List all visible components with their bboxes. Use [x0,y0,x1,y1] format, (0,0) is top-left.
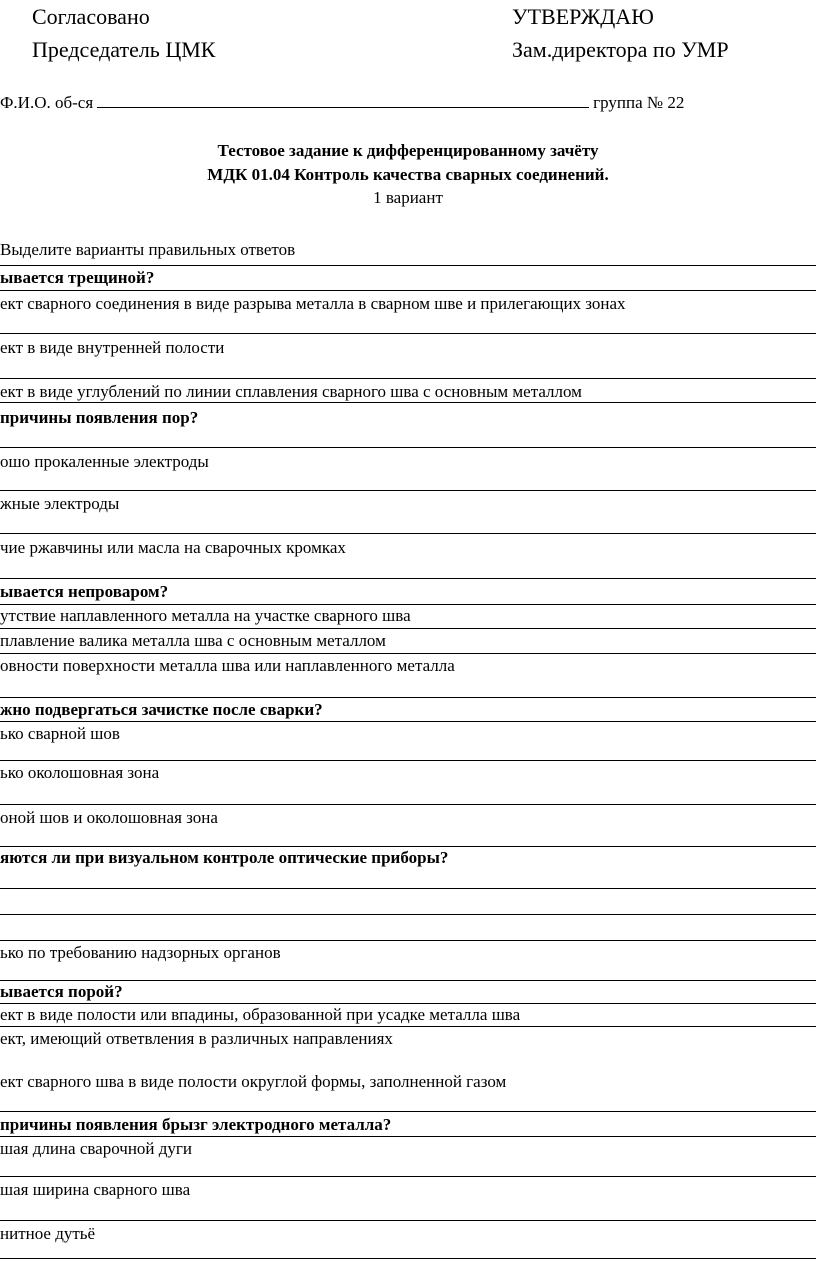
fio-blank[interactable] [97,91,589,108]
rule [0,1003,816,1004]
approval-right-title: УТВЕРЖДАЮ [512,4,654,29]
rule [0,697,816,698]
answer-4-3[interactable]: оной шов и околошовная зона [0,808,218,827]
answer-7-1[interactable]: шая длина сварочной дуги [0,1139,192,1158]
course-title: МДК 01.04 Контроль качества сварных соединений. [207,165,609,184]
question-7: причины появления брызг электродного металла? [0,1115,392,1134]
answer-1-1[interactable]: ект сварного соединения в виде разрыва металла в сварном шве и прилегающих зонах [0,294,626,313]
answer-3-2[interactable]: плавление валика металла шва с основным металлом [0,631,386,650]
rule [0,721,816,722]
rule [0,1258,816,1259]
approval-left-role: Председатель ЦМК [32,37,216,62]
answer-5-3[interactable]: ько по требованию надзорных органов [0,943,281,962]
question-5: яются ли при визуальном контроле оптические приборы? [0,848,449,867]
rule [0,940,816,941]
rule [0,1026,816,1027]
answer-7-2[interactable]: шая ширина сварного шва [0,1180,191,1199]
rule [0,333,816,334]
rule [0,1220,816,1221]
rule [0,490,816,491]
rule [0,888,816,889]
rule [0,378,816,379]
rule [0,1111,816,1112]
answer-7-3[interactable]: нитное дутьё [0,1224,96,1243]
question-6: ывается порой? [0,982,123,1001]
variant-label: 1 вариант [373,188,443,207]
question-2: причины появления пор? [0,408,199,427]
rule [0,653,816,654]
rule [0,578,816,579]
question-4: жно подвергаться зачистке после сварки? [0,700,323,719]
answer-6-2[interactable]: ект, имеющий ответвления в различных направлениях [0,1029,393,1048]
answer-6-3[interactable]: ект сварного шва в виде полости округлой формы, заполненной газом [0,1072,507,1091]
rule [0,804,816,805]
rule [0,760,816,761]
rule [0,290,816,291]
answer-2-2[interactable]: жные электроды [0,494,120,513]
student-line [0,91,684,113]
rule [0,604,816,605]
rule [0,1176,816,1177]
rule [0,1136,816,1137]
question-1: ывается трещиной? [0,268,155,287]
answer-1-3[interactable]: ект в виде углублений по линии сплавления сварного шва с основным металлом [0,382,582,401]
group-label: группа № 22 [593,93,685,112]
answer-1-2[interactable]: ект в виде внутренней полости [0,338,225,357]
approval-right-role: Зам.директора по УМР [512,37,729,62]
answer-6-1[interactable]: ект в виде полости или впадины, образованной при усадке металла шва [0,1005,521,1024]
question-3: ывается непроваром? [0,582,169,601]
instruction: Выделите варианты правильных ответов [0,240,296,259]
test-title: Тестовое задание к дифференцированному зачёту [217,141,599,160]
rule [0,628,816,629]
answer-4-1[interactable]: ько сварной шов [0,724,120,743]
rule [0,846,816,847]
answer-3-1[interactable]: утствие наплавленного металла на участке сварного шва [0,606,411,625]
answer-4-2[interactable]: ько околошовная зона [0,763,160,782]
fio-label: Ф.И.О. об-ся [0,93,94,112]
answer-2-1[interactable]: ошо прокаленные электроды [0,452,209,471]
answer-3-3[interactable]: овности поверхности металла шва или наплавленного металла [0,656,455,675]
rule [0,402,816,403]
rule [0,447,816,448]
approval-left-title: Согласовано [32,4,150,29]
rule [0,533,816,534]
rule [0,980,816,981]
rule [0,265,816,266]
answer-2-3[interactable]: чие ржавчины или масла на сварочных кромках [0,538,346,557]
rule [0,914,816,915]
